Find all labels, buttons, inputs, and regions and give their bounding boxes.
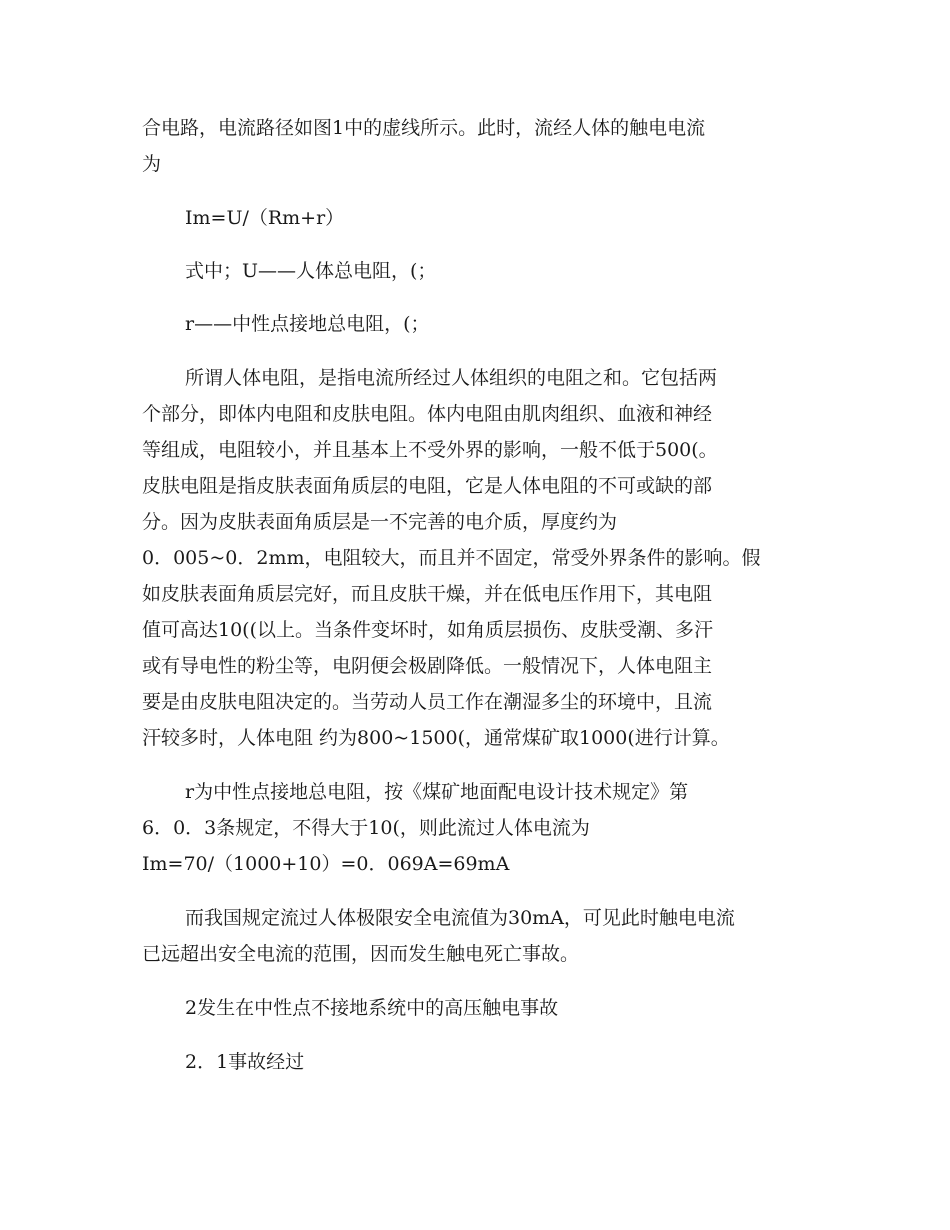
- formula-line: Im=70/（1000+10）=0．069A=69mA: [142, 853, 510, 875]
- text-line: 或有导电性的粉尘等，电阴便会极剧降低。一般情况下，人体电阻主: [142, 655, 713, 677]
- text-line: r为中性点接地总电阻，按《煤矿地面配电设计技术规定》第: [185, 781, 689, 803]
- subsection-heading: 2．1事故经过: [185, 1051, 305, 1073]
- text-line: 分。因为皮肤表面角质层是一不完善的电介质，厚度约为: [142, 511, 618, 533]
- text-line: 皮肤电阻是指皮肤表面角质层的电阻，它是人体电阻的不可或缺的部: [142, 475, 713, 497]
- text-line: 要是由皮肤电阻决定的。当劳动人员工作在潮湿多尘的环境中，且流: [142, 691, 713, 713]
- text-line: 0．005~0．2mm，电阻较大，而且并不固定，常受外界条件的影响。假: [142, 547, 761, 569]
- text-line: 所谓人体电阻，是指电流所经过人体组织的电阻之和。它包括两: [185, 367, 718, 389]
- text-line: 6．0．3条规定，不得大于10(，则此流过人体电流为: [142, 817, 590, 839]
- text-line: 而我国规定流过人体极限安全电流值为30mA，可见此时触电电流: [185, 907, 735, 929]
- text-line: 已远超出安全电流的范围，因而发生触电死亡事故。: [142, 943, 580, 965]
- section-heading: 2发生在中性点不接地系统中的高压触电事故: [185, 997, 559, 1019]
- text-line: 如皮肤表面角质层完好，而且皮肤干燥，并在低电压作用下，其电阻: [142, 583, 713, 605]
- text-line: 个部分，即体内电阻和皮肤电阻。体内电阻由肌肉组织、血液和神经: [142, 403, 713, 425]
- text-line: 式中；U——人体总电阻，(；: [185, 260, 437, 282]
- text-line: 等组成，电阻较小，并且基本上不受外界的影响，一般不低于500(。: [142, 439, 718, 461]
- text-line: r——中性点接地总电阻，(；: [185, 313, 430, 335]
- text-line: 汗较多时，人体电阻 约为800~1500(，通常煤矿取1000(进行计算。: [142, 727, 730, 749]
- text-line: 值可高达10((以上。当条件变坏时，如角质层损伤、皮肤受潮、多汗: [142, 619, 714, 641]
- text-line: 合电路，电流路径如图1中的虚线所示。此时，流经人体的触电电流: [142, 117, 706, 139]
- formula-line: Im=U/（Rm+r）: [185, 207, 345, 229]
- text-line: 为: [142, 153, 162, 175]
